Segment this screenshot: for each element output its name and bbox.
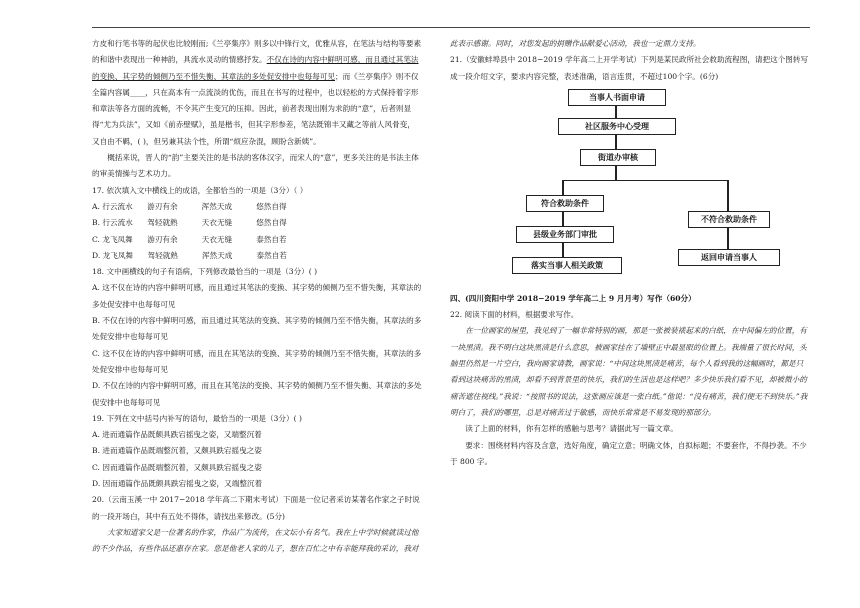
header-rule [92, 27, 810, 28]
q18-option-a: A. 这不仅在诗的内容中鲜明可感，而且通过其笔法的变换、其字势的倾侧乃至不惜失衡，其章法的多处促安排中也每每可见 [92, 283, 422, 309]
q18-option-c: C. 这不仅在诗的内容中鲜明可感，而且在其笔法的变换、其字势的倾侧乃至不惜失衡，其章法的多处促安排中也每每可见 [92, 348, 422, 374]
flow-connector [562, 180, 564, 195]
passage-para-1: 方皮和行笔书等的起伏也比较刚而;《兰亭集序》则多以中锋行文，优雅从容，在笔法与结构等要素的和谐中表现出一种神韵，具流水灵动的情感抒发。不仅在诗的内容中鲜明可感，而且通过其笔法的变换、其字势的倾侧乃至不惜失衡、其章法的多处促安排中也每每可见；而《兰亭集序》则不仅全篇内容属____，只在高本有一点流淡的优伤，而且在书写的过程中，也以轻松的方式保持着字形和章法等各方面的流畅，不令其产生变冗的压抑。因此，前者表现出刚为求韵的“意”，后者则显得“尤为兵法”，又如《前赤壁赋》，虽是楷书，但其字形参差，笔法既锦丰又藏之等前人风骨变，又自由不羁，( )，但另兼其法个性，所谓“烦应杂混，顾盼含新姨”。 [92, 39, 422, 146]
writing-requirements: 要求：围绕材料内容及含意，选好角度，确定立意；明确文体，自拟标题；不要套作，不得抄袭。不少于 800 字。 [450, 440, 807, 466]
q17-option-a: A. 行云流水 游刃有余 浑然天成 悠然自得 [92, 201, 287, 211]
question-19: 19. 下列在文中括号内补写的语句，最恰当的一项是（3分）( ) [92, 413, 302, 423]
flow-node-implement: 落实当事人相关政策 [512, 257, 622, 274]
q18-option-b: B. 不仅在诗的内容中鲜明可感，而且通过其笔法的变换、其字势的倾侧乃至不惜失衡，其章法的多处促安排中也每每可见 [92, 316, 422, 342]
flow-connector [727, 180, 729, 211]
flow-node-ineligible: 不符合救助条件 [688, 211, 770, 228]
question-17: 17. 依次填入文中横线上的成语，全都恰当的一项是（3分）（ ） [92, 185, 308, 195]
flow-node-return: 返回申请当事人 [678, 249, 780, 266]
q19-option-c: C. 因而通篇作品既端整沉着，又颇具跌宕摇曳之姿 [92, 462, 262, 472]
question-21: 21.（安徽蚌埠县中 2018−2019 学年高二上开学考试）下列是某民政所社会救助流程图，请把这个图转写成一段介绍文字，要求内容完整，表述准确，语言连贯，不超过100个字。(6分) [450, 55, 809, 81]
q17-option-d: D. 龙飞凤舞 驾轻就熟 浑然天成 泰然自若 [92, 250, 287, 260]
underlined-sentence: 不仅在诗的内容中鲜明可感，而且通过其笔法的变换、其字势的倾侧乃至不惜失衡、其章法的多处促安排中也每每可见 [92, 55, 419, 81]
passage-para-2: 概括来说，晋人的“韵”主要关注的是书法的客体汉字，而宋人的“意”，更多关注的是书法主体的审美情操与艺术功力。 [92, 153, 419, 179]
q18-option-d: D. 不仅在诗的内容中鲜明可感，而且在其笔法的变换、其字势的倾侧乃至不惜失衡、其章法的多处促安排中也每每可见 [92, 381, 422, 407]
flow-connector [562, 212, 564, 226]
question-22: 22. 阅读下面的材料，根据要求写作。 [450, 310, 579, 320]
flow-node-approve: 县级业务部门审批 [516, 226, 614, 243]
flow-connector [615, 166, 617, 180]
writing-material: 在一位画家的屋里，我见到了一幅非常特别的画，那是一张被装裱起来的白纸，在中间偏左的位置，有一块黑渍。我不明白这块黑渍是什么意思，被画家挂在了墙壁正中最显眼的位置上。我端量了很长时间，头脑里仍然是一片空白，我向画家请教，画家说：“中间这块黑渍是痛苦，每个人看到我的这幅画时，都是只看到这块痛苦的黑渍，却看不到背景里的快乐，我们的生活也是这样吧？多少快乐我们看不见，却被微小的痛苦遮住视线。”我说：“按照书的说法，这张画应该是一张白纸。”他说：“没有痛苦，我们便无不到快乐。”我明白了，我们的哪里，总是对痛苦过于敏感，而快乐常常是不易发现的那部分。 [450, 326, 808, 417]
flow-connector [562, 180, 728, 182]
q19-option-d: D. 因而通篇作品既颇具跌宕摇曳之姿，又端整沉着 [92, 479, 263, 489]
flow-connector [615, 106, 617, 118]
flowchart [530, 87, 830, 297]
flow-connector [562, 243, 564, 257]
flow-node-eligible: 符合救助条件 [526, 195, 604, 212]
flow-connector [615, 135, 617, 149]
flow-connector [727, 228, 729, 249]
writing-prompt: 读了上面的材料，你有怎样的感触与思考？请据此写一篇文章。 [465, 424, 678, 434]
flow-node-apply: 当事人书面申请 [568, 89, 666, 106]
flow-node-accept: 社区服务中心受理 [558, 118, 676, 135]
flow-node-review: 街道办审核 [580, 149, 656, 166]
question-20-body: 大家知道家父是一位著名的作家，作品广为流传，在文坛小有名气。我在上中学时候就读过他的不少作品，有些作品还惠存在家。您是他老人家的儿子，想在百忙之中有幸能拜我的采访，我对 [92, 527, 419, 554]
section-four-heading: 四、(四川资阳中学 2018−2019 学年高二上 9 月月考）写作（60分） [450, 293, 696, 303]
right-column [450, 36, 810, 470]
q20-continued: 此表示感谢。同时，对您发起的捐赠作品献爱心活动，我也一定鼎力支持。 [450, 39, 701, 48]
question-20: 20.（云南玉溪一中 2017−2018 学年高二下期末考试）下面是一位记者采访某著名作家之子时说的一段开场白，其中有五处不得体，请找出来修改。(5分) [92, 495, 420, 521]
question-18: 18. 文中画横线的句子有语病，下列修改最恰当的一项是（3分）( ) [92, 267, 318, 277]
q17-option-b: B. 行云流水 驾轻就熟 天衣无缝 悠然自得 [92, 218, 287, 228]
q17-option-c: C. 龙飞凤舞 游刃有余 天衣无缝 泰然自若 [92, 234, 287, 244]
q19-option-a: A. 进而通篇作品既颇具跌宕摇曳之姿，又端整沉着 [92, 430, 262, 440]
left-column [92, 36, 422, 558]
q19-option-b: B. 进而通篇作品既端整沉着，又颇具跌宕摇曳之姿 [92, 446, 262, 456]
